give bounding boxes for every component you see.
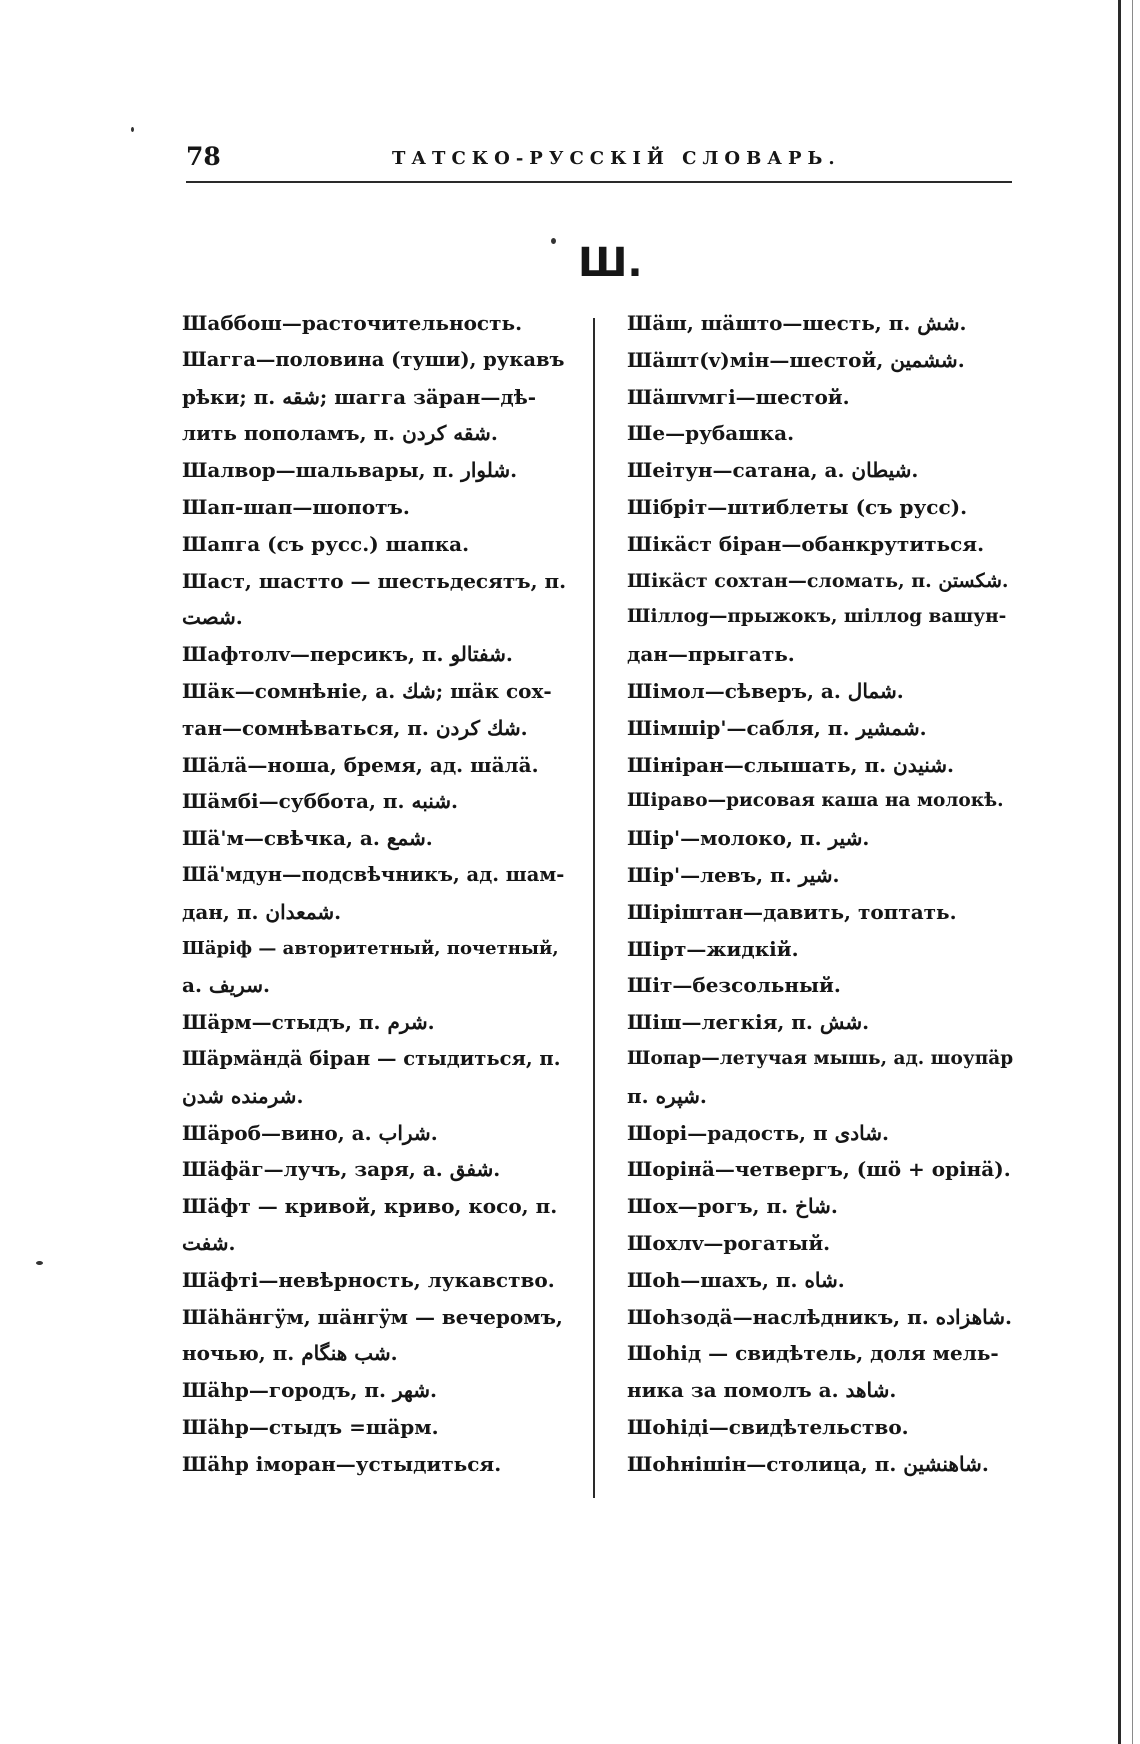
dictionary-line: Шäріф — авторитетный, почетный, bbox=[182, 937, 559, 959]
running-title: ТАТСКО-РУССКІЙ СЛОВАРЬ. bbox=[392, 148, 841, 169]
dictionary-line: Шір'—молоко, п. شير. bbox=[627, 826, 870, 851]
dictionary-line: Шопар—летучая мышь, ад. шоупäр bbox=[627, 1047, 1014, 1069]
print-speck bbox=[551, 238, 556, 244]
dictionary-line: Шäшvмгі—шестой. bbox=[627, 384, 850, 409]
dictionary-line: дан—прыгать. bbox=[627, 642, 795, 667]
dictionary-line: Шорі—радость, п شادى. bbox=[627, 1120, 889, 1145]
dictionary-line: Шäлä—ноша, бремя, ад. шäлä. bbox=[182, 752, 539, 777]
dictionary-line: Шір'—левъ, п. شير. bbox=[627, 862, 840, 887]
dictionary-line: Шäфт — кривой, криво, косо, п. bbox=[182, 1194, 558, 1219]
dictionary-line: Шähр іморан—устыдиться. bbox=[182, 1451, 502, 1476]
dictionary-line: Шäфäг—лучъ, заря, а. شفق. bbox=[182, 1157, 501, 1182]
dictionary-line: Шікäст сохтан—сломать, п. شكستن. bbox=[627, 569, 1009, 592]
dictionary-line: Шä'м—свѣчка, а. شمع. bbox=[182, 826, 433, 851]
dictionary-line: Шäфті—невѣрность, лукавство. bbox=[182, 1267, 555, 1292]
dictionary-line: Шагга—половина (туши), рукавъ bbox=[182, 347, 565, 371]
dictionary-line: Шох—рогъ, п. شاخ. bbox=[627, 1194, 838, 1219]
print-speck bbox=[131, 127, 134, 132]
dictionary-line: Шä'мдун—подсвѣчникъ, ад. шам- bbox=[182, 862, 565, 886]
dictionary-line: Шап-шап—шопотъ. bbox=[182, 494, 410, 519]
dictionary-line: ночью, п. شب هنگام. bbox=[182, 1341, 398, 1366]
dictionary-line: Шоhнішін—столица, п. شاهنشين. bbox=[627, 1451, 989, 1476]
dictionary-line: Шіріштан—давить, топтать. bbox=[627, 899, 957, 924]
left-column bbox=[182, 305, 568, 1483]
dictionary-line: Шоhіді—свидѣтельство. bbox=[627, 1414, 909, 1439]
dictionary-line: Шäрм—стыдъ, п. شرم. bbox=[182, 1010, 435, 1035]
dictionary-line: тан—сомнѣваться, п. شك کردن. bbox=[182, 715, 528, 740]
dictionary-line: Шоhід — свидѣтель, доля мель- bbox=[627, 1341, 999, 1366]
dictionary-line: Шоh—шахъ, п. شاه. bbox=[627, 1267, 845, 1292]
page-number: 78 bbox=[186, 142, 221, 171]
dictionary-line: п. شپره. bbox=[627, 1083, 707, 1108]
dictionary-line: Шäш, шäшто—шесть, п. شش. bbox=[627, 311, 967, 335]
dictionary-line: Шäроб—вино, а. شراب. bbox=[182, 1120, 438, 1145]
dictionary-line: Ше—рубашка. bbox=[627, 421, 795, 446]
dictionary-line: Шоhзодä—наслѣдникъ, п. شاهزاده. bbox=[627, 1304, 1012, 1329]
page-header bbox=[186, 142, 1016, 180]
dictionary-line: а. سريف. bbox=[182, 973, 270, 998]
dictionary-line: Шімшір'—сабля, п. شمشير. bbox=[627, 715, 927, 740]
dictionary-line: Шаст, шастто — шестьдесятъ, п. bbox=[182, 568, 567, 593]
page-edge-line bbox=[1118, 0, 1121, 1744]
dictionary-line: Шähр—стыдъ =шäрм. bbox=[182, 1414, 439, 1439]
dictionary-line: Шохлv—рогатый. bbox=[627, 1230, 831, 1255]
dictionary-line: ника за помолъ а. شاهد. bbox=[627, 1378, 897, 1403]
dictionary-line: Шähäнгÿм, шäнгÿм — вечеромъ, bbox=[182, 1304, 563, 1329]
column-divider bbox=[593, 318, 595, 1498]
dictionary-line: Шікäст біран—обанкрутиться. bbox=[627, 531, 985, 556]
dictionary-line: Шорінä—четвергъ, (шö + орінä). bbox=[627, 1157, 1011, 1182]
dictionary-line: лить пополамъ, п. شقه کردن. bbox=[182, 421, 498, 446]
dictionary-line: Шаббош—расточительность. bbox=[182, 311, 523, 335]
page-edge-line-thin bbox=[1132, 0, 1133, 1744]
dictionary-line: Шіт—безсольный. bbox=[627, 973, 841, 998]
dictionary-line: Шафтолv—персикъ, п. شفتالو. bbox=[182, 642, 513, 667]
dictionary-line: شرمنده شدن. bbox=[182, 1083, 304, 1108]
right-column bbox=[627, 305, 1013, 1483]
dictionary-line: Шалвор—шальвары, п. شلوار. bbox=[182, 458, 518, 483]
header-rule bbox=[186, 181, 1012, 183]
dictionary-line: Шäк—сомнѣніе, а. شك; шäк сох- bbox=[182, 678, 552, 703]
dictionary-line: рѣки; п. شقه; шагга зäран—дѣ- bbox=[182, 384, 537, 409]
dictionary-line: Шäмбі—суббота, п. شنبه. bbox=[182, 789, 459, 814]
dictionary-line: Шäшт(v)мін—шестой, ششمين. bbox=[627, 347, 965, 372]
dictionary-line: Шіраво—рисовая каша на молокѣ. bbox=[627, 790, 1004, 812]
dictionary-line: Шäрмäндä біран — стыдиться, п. bbox=[182, 1046, 561, 1070]
dictionary-line: дан, п. شمعدان. bbox=[182, 899, 342, 924]
dictionary-line: Шähр—городъ, п. شهر. bbox=[182, 1378, 437, 1403]
dictionary-line: Шапга (съ русс.) шапка. bbox=[182, 531, 470, 556]
dictionary-line: Шініран—слышать, п. شنيدن. bbox=[627, 752, 954, 777]
dictionary-line: Шеітун—сатана, а. شيطان. bbox=[627, 458, 919, 483]
print-speck bbox=[36, 1261, 43, 1265]
dictionary-line: Шімол—сѣверъ, а. شمال. bbox=[627, 678, 904, 703]
dictionary-line: شفت. bbox=[182, 1230, 236, 1255]
dictionary-line: Шіллоg—прыжокъ, шіллоg вашун- bbox=[627, 606, 1007, 628]
dictionary-line: شصت. bbox=[182, 605, 243, 630]
section-letter: Ш. bbox=[578, 240, 643, 286]
dictionary-line: Шіш—легкія, п. شش. bbox=[627, 1010, 870, 1035]
dictionary-line: Шібріт—штиблеты (съ русс). bbox=[627, 494, 968, 519]
dictionary-line: Шірт—жидкій. bbox=[627, 936, 799, 961]
